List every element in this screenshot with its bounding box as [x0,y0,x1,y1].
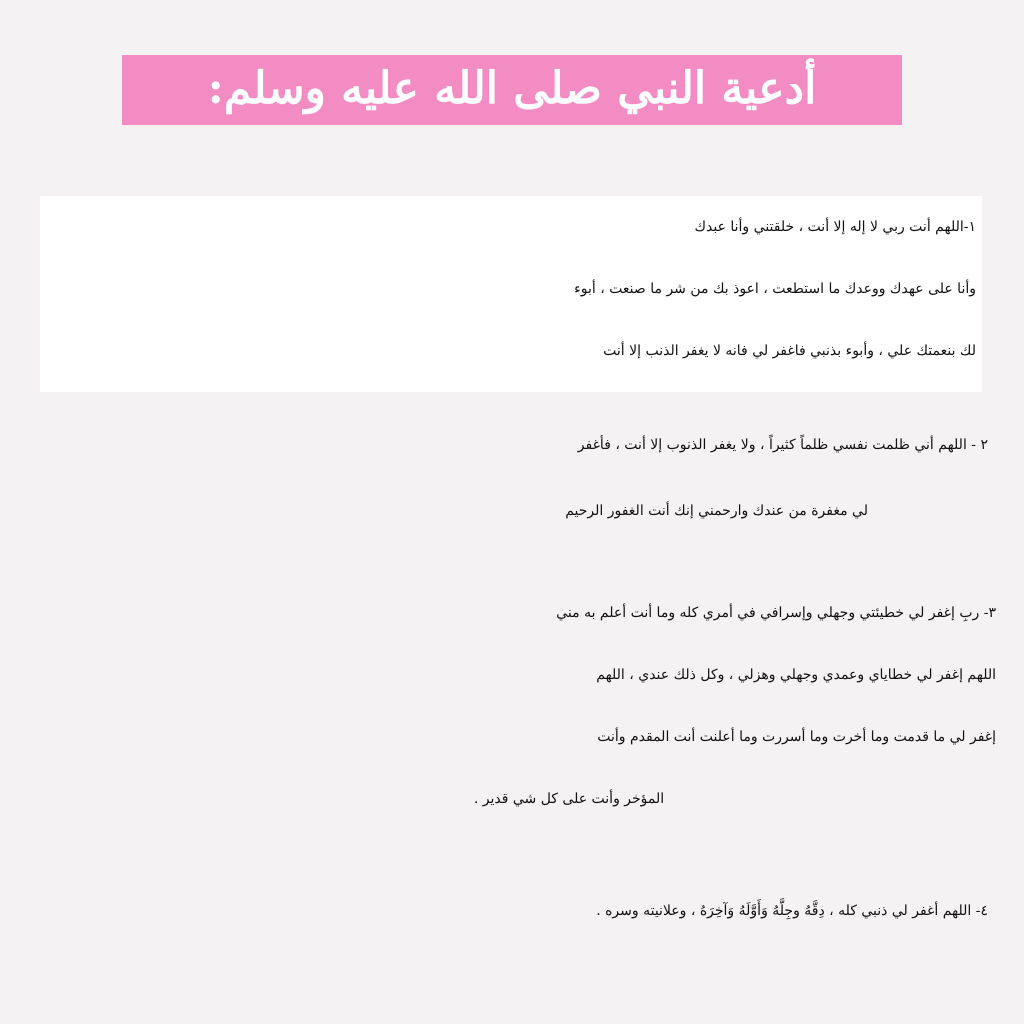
dua-4 [30,880,992,942]
title-banner [0,55,1024,125]
dua-2 [30,412,992,544]
dua-3-line-1: ٣- ربِ إغفر لي خطيئتي وجهلي وإسرافي في أمري كله وما أنت أعلم به مني [556,605,996,621]
page-title: أدعية النبي صلى الله عليه وسلم: [122,55,902,125]
dua-3 [18,582,1000,830]
dua-1-line-3: لك بنعمتك علي ، وأبوء بذنبي فاغفر لي فانه لا يغفر الذنب إلا أنت [603,343,976,359]
dua-1 [40,196,982,392]
dua-3-line-2: اللهم إغفر لي خطاياي وعمدي وجهلي وهزلي ، وكل ذلك عندي ، اللهم [596,667,996,683]
dua-4-line-1: ٤- اللهم أغفر لي ذنبي كله ، دِقَّهُ وجِلَّهُ وَأَوَّلَهُ وَآخِرَهُ ، وعلانيته وسره . [596,903,988,919]
dua-1-line-2: وأنا على عهدك ووعدك ما استطعت ، اعوذ بك من شر ما صنعت ، أبوء [574,281,976,297]
dua-2-line-2: لي مغفرة من عندك وارحمني إنك أنت الغفور الرحيم [565,503,868,519]
dua-3-line-4: المؤخر وأنت على كل شي قدير . [473,791,665,807]
dua-3-line-3: إغفر لي ما قدمت وما أخرت وما أسررت وما أعلنت أنت المقدم وأنت [597,729,996,745]
dua-2-line-1: ٢ - اللهم أني ظلمت نفسي ظلماً كثيراً ، ولا يغفر الذنوب إلا أنت ، فأغفر [577,437,988,453]
dua-1-line-1: ١-اللهم أنت ربي لا إله إلا أنت ، خلقتني وأنا عبدك [694,219,976,235]
